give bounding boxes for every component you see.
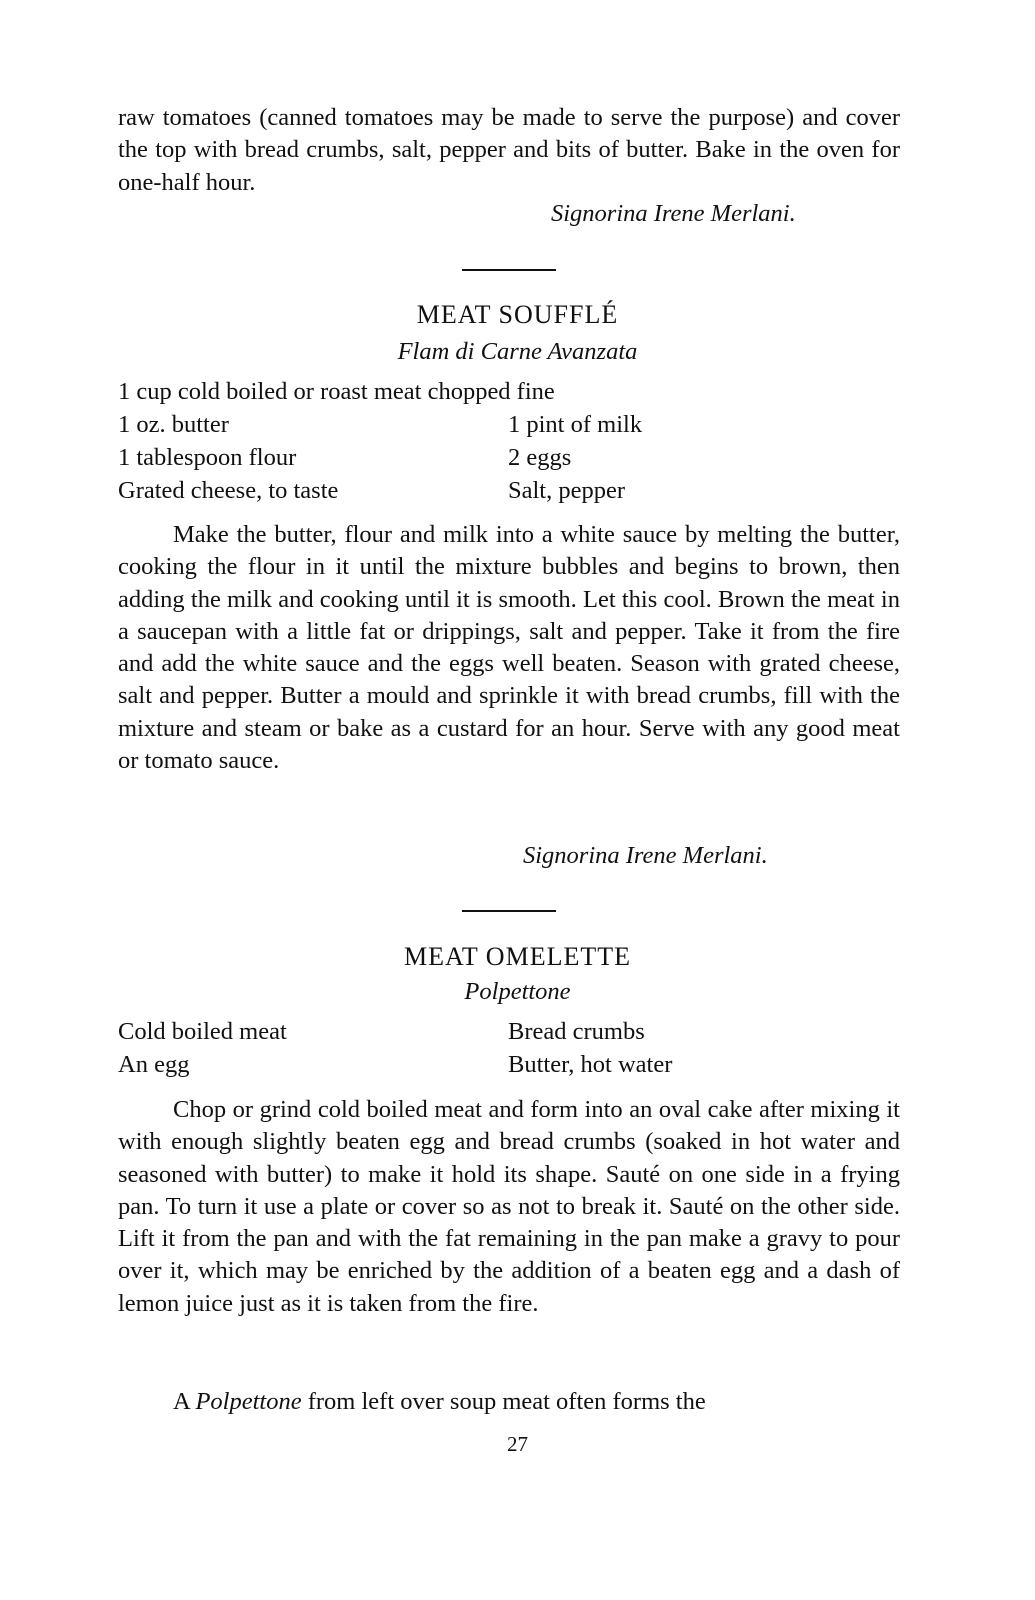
intro-signature: Signorina Irene Merlani. bbox=[551, 200, 796, 227]
souffle-ingredient-right: 1 pint of milk bbox=[508, 411, 643, 438]
souffle-ingredient-right: 2 eggs bbox=[508, 444, 572, 471]
souffle-ingredient-left: 1 oz. butter bbox=[118, 411, 229, 438]
omelette-title: MEAT OMELETTE bbox=[404, 942, 631, 971]
souffle-ingredient-left: 1 tablespoon flour bbox=[118, 444, 297, 471]
omelette-ingredient-left: Cold boiled meat bbox=[118, 1018, 287, 1045]
continuation-rest: from left over soup meat often forms the bbox=[307, 1388, 706, 1415]
continuation-start: A bbox=[173, 1388, 190, 1415]
section-divider bbox=[462, 910, 556, 912]
section-divider bbox=[462, 269, 556, 271]
intro-paragraph: raw tomatoes (canned tomatoes may be made to serve the purpose) and cover the top with bread crumbs, salt, pepper and bits of butter. Bake in the oven for one-half hour. bbox=[118, 104, 900, 196]
souffle-signature: Signorina Irene Merlani. bbox=[523, 842, 768, 869]
omelette-ingredient-right: Butter, hot water bbox=[508, 1051, 673, 1078]
omelette-subtitle: Polpettone bbox=[464, 978, 571, 1005]
omelette-method: Chop or grind cold boiled meat and form into an oval cake after mixing it with enough slightly beaten egg and bread crumbs (soaked in hot water and seasoned with butter) to make it hold its shape. Sauté on one side in a frying pan. To turn it use a plate or cover so as not to break it. Sauté on the other side. Lift it from the pan and with the fat remaining in the pan make a gravy to pour over it, which may be enriched by the addition of a beaten egg and a dash of lemon juice just as it is taken from the fire. bbox=[118, 1096, 900, 1317]
souffle-title: MEAT SOUFFLÉ bbox=[416, 300, 619, 329]
continuation-italic: Polpettone bbox=[195, 1388, 302, 1415]
souffle-subtitle: Flam di Carne Avanzata bbox=[397, 338, 638, 365]
souffle-ingredient-left: Grated cheese, to taste bbox=[118, 477, 339, 504]
omelette-continuation bbox=[118, 1386, 900, 1418]
souffle-ingredient-full: 1 cup cold boiled or roast meat chopped fine bbox=[118, 378, 555, 405]
omelette-ingredient-right: Bread crumbs bbox=[508, 1018, 645, 1045]
souffle-ingredient-right: Salt, pepper bbox=[508, 477, 626, 504]
omelette-ingredient-left: An egg bbox=[118, 1051, 190, 1078]
souffle-method: Make the butter, flour and milk into a white sauce by melting the butter, cooking the flour in it until the mixture bubbles and begins to brown, then adding the milk and cooking until it is smooth. Let this cool. Brown the meat in a saucepan with a little fat or drippings, salt and pepper. Take it from the fire and add the white sauce and the eggs well beaten. Season with grated cheese, salt and pepper. Butter a mould and sprinkle it with bread crumbs, fill with the mixture and steam or bake as a custard for an hour. Serve with any good meat or tomato sauce. bbox=[118, 521, 900, 775]
page-number: 27 bbox=[507, 1432, 528, 1456]
